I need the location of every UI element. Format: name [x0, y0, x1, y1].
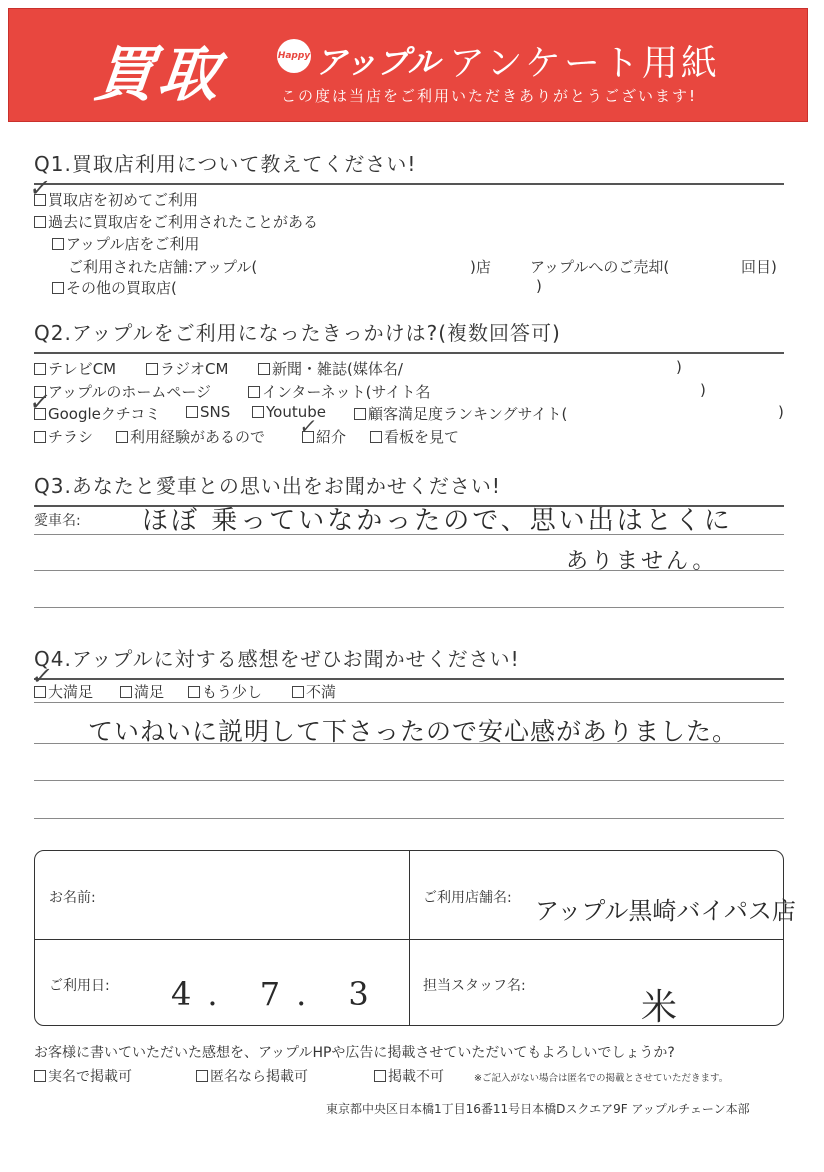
- q4-option-unsatisfied[interactable]: 不満: [292, 681, 336, 702]
- apple-logo-mark: Happy: [277, 39, 311, 73]
- q2-option-homepage[interactable]: アップルのホームページ: [34, 381, 211, 402]
- q2-option-experience[interactable]: 利用経験があるので: [116, 426, 265, 447]
- answer-line: [34, 743, 784, 744]
- publish-option-no[interactable]: 掲載不可: [374, 1066, 444, 1086]
- answer-line: [34, 607, 784, 608]
- q3-car-label: 愛車名:: [34, 513, 81, 529]
- q1-option-other[interactable]: その他の買取店(: [52, 277, 177, 298]
- date-value[interactable]: 4. 7. 3: [171, 975, 385, 1013]
- answer-line: [34, 534, 784, 535]
- q3-answer-line2[interactable]: ありません。: [566, 549, 718, 574]
- divider: [409, 851, 410, 1025]
- checkbox[interactable]: [146, 363, 158, 375]
- checkbox[interactable]: [292, 686, 304, 698]
- checkbox[interactable]: [248, 386, 260, 398]
- answer-line: [34, 570, 784, 571]
- checkmark-icon: ✓: [29, 662, 55, 690]
- q2-ranking-close: ): [778, 403, 784, 421]
- checkbox[interactable]: [52, 238, 64, 250]
- publish-option-anonymous[interactable]: 匿名なら掲載可: [196, 1066, 308, 1086]
- checkbox[interactable]: [196, 1070, 208, 1082]
- q4-option-satisfied[interactable]: 満足: [120, 681, 164, 702]
- q4-title: Q4.アップルに対する感想をぜひお聞かせください!: [34, 643, 784, 680]
- q2-option-newspaper[interactable]: 新聞・雑誌(媒体名/: [258, 358, 403, 379]
- checkbox[interactable]: [188, 686, 200, 698]
- answer-line: [34, 702, 784, 703]
- staff-label: 担当スタッフ名:: [423, 978, 526, 994]
- divider: [35, 939, 783, 940]
- checkbox[interactable]: [186, 406, 198, 418]
- checkbox[interactable]: [258, 363, 270, 375]
- q2-option-youtube[interactable]: Youtube: [252, 403, 326, 421]
- q1-sold-suffix: 回目): [741, 258, 777, 276]
- q1-title: Q1.買取店利用について教えてください!: [34, 148, 784, 185]
- q2-option-ranking[interactable]: 顧客満足度ランキングサイト(: [354, 403, 567, 424]
- q2-option-referral[interactable]: 紹介: [302, 426, 346, 447]
- checkmark-icon: ✓: [297, 414, 319, 438]
- company-address: 東京都中央区日本橋1丁目16番11号日本橋Dスクエア9F アップルチェーン本部: [326, 1102, 750, 1116]
- q1-store-suffix: )店: [470, 258, 491, 276]
- q2-option-sns[interactable]: SNS: [186, 403, 230, 421]
- checkbox[interactable]: [354, 408, 366, 420]
- publish-question: お客様に書いていただいた感想を、アップルHPや広告に掲載させていただいてもよろしいでしょうか?: [34, 1045, 675, 1061]
- name-label: お名前:: [49, 890, 96, 906]
- date-label: ご利用日:: [49, 978, 110, 994]
- checkbox[interactable]: [34, 431, 46, 443]
- q2-option-flyer[interactable]: チラシ: [34, 426, 93, 447]
- brand-name: アップル: [315, 43, 440, 81]
- survey-header: [8, 8, 808, 122]
- staff-value[interactable]: 米: [641, 987, 681, 1028]
- store-label: ご利用店舗名:: [423, 890, 512, 906]
- checkbox[interactable]: [34, 363, 46, 375]
- q2-title: Q2.アップルをご利用になったきっかけは?(複数回答可): [34, 317, 784, 354]
- checkbox[interactable]: [252, 406, 264, 418]
- q2-option-google[interactable]: Googleクチコミ: [34, 403, 160, 424]
- header-subtitle: この度は当店をご利用いただきありがとうございます!: [281, 87, 698, 105]
- q1-sold-count-label: アップルへのご売却(: [530, 258, 670, 276]
- checkbox[interactable]: [370, 431, 382, 443]
- checkmark-icon: ✓: [27, 388, 53, 416]
- q1-option-used-before[interactable]: 過去に買取店をご利用されたことがある: [34, 211, 318, 232]
- store-value[interactable]: アップル黒崎バイパス店: [535, 897, 796, 925]
- q3-answer-line1[interactable]: ほぼ 乗っていなかったので、思い出はとくに: [142, 506, 733, 536]
- q1-option-apple[interactable]: アップル店をご利用: [52, 233, 199, 254]
- q2-option-signboard[interactable]: 看板を見て: [370, 426, 459, 447]
- q1-other-close: ): [536, 277, 542, 295]
- checkbox[interactable]: [116, 431, 128, 443]
- checkbox[interactable]: [120, 686, 132, 698]
- q4-answer[interactable]: ていねいに説明して下さったので安心感がありました。: [88, 717, 739, 746]
- kaitori-logo-text: 買取: [90, 40, 227, 110]
- q2-newspaper-close: ): [676, 358, 682, 376]
- answer-line: [34, 818, 784, 819]
- checkbox[interactable]: [374, 1070, 386, 1082]
- q2-option-internet[interactable]: インターネット(サイト名: [248, 381, 430, 402]
- q2-option-tv[interactable]: テレビCM: [34, 358, 116, 379]
- q4-option-very-satisfied[interactable]: 大満足: [34, 681, 93, 702]
- q1-store-used-label: ご利用された店舗:アップル(: [68, 258, 258, 276]
- checkbox[interactable]: [34, 216, 46, 228]
- checkbox[interactable]: [34, 1070, 46, 1082]
- q1-option-first-time[interactable]: 買取店を初めてご利用: [34, 189, 198, 210]
- publish-option-real-name[interactable]: 実名で掲載可: [34, 1066, 132, 1086]
- q3-title: Q3.あなたと愛車との思い出をお聞かせください!: [34, 470, 784, 507]
- q4-option-bit-more[interactable]: もう少し: [188, 681, 262, 702]
- page-title: アンケート用紙: [449, 43, 720, 84]
- checkbox[interactable]: [52, 282, 64, 294]
- q2-internet-close: ): [700, 381, 706, 399]
- customer-info-box: [34, 850, 796, 1028]
- answer-line: [34, 780, 784, 781]
- checkmark-icon: ✓: [27, 174, 53, 202]
- publish-note: ※ご記入がない場合は匿名での掲載とさせていただきます。: [474, 1073, 729, 1084]
- q2-option-radio[interactable]: ラジオCM: [146, 358, 228, 379]
